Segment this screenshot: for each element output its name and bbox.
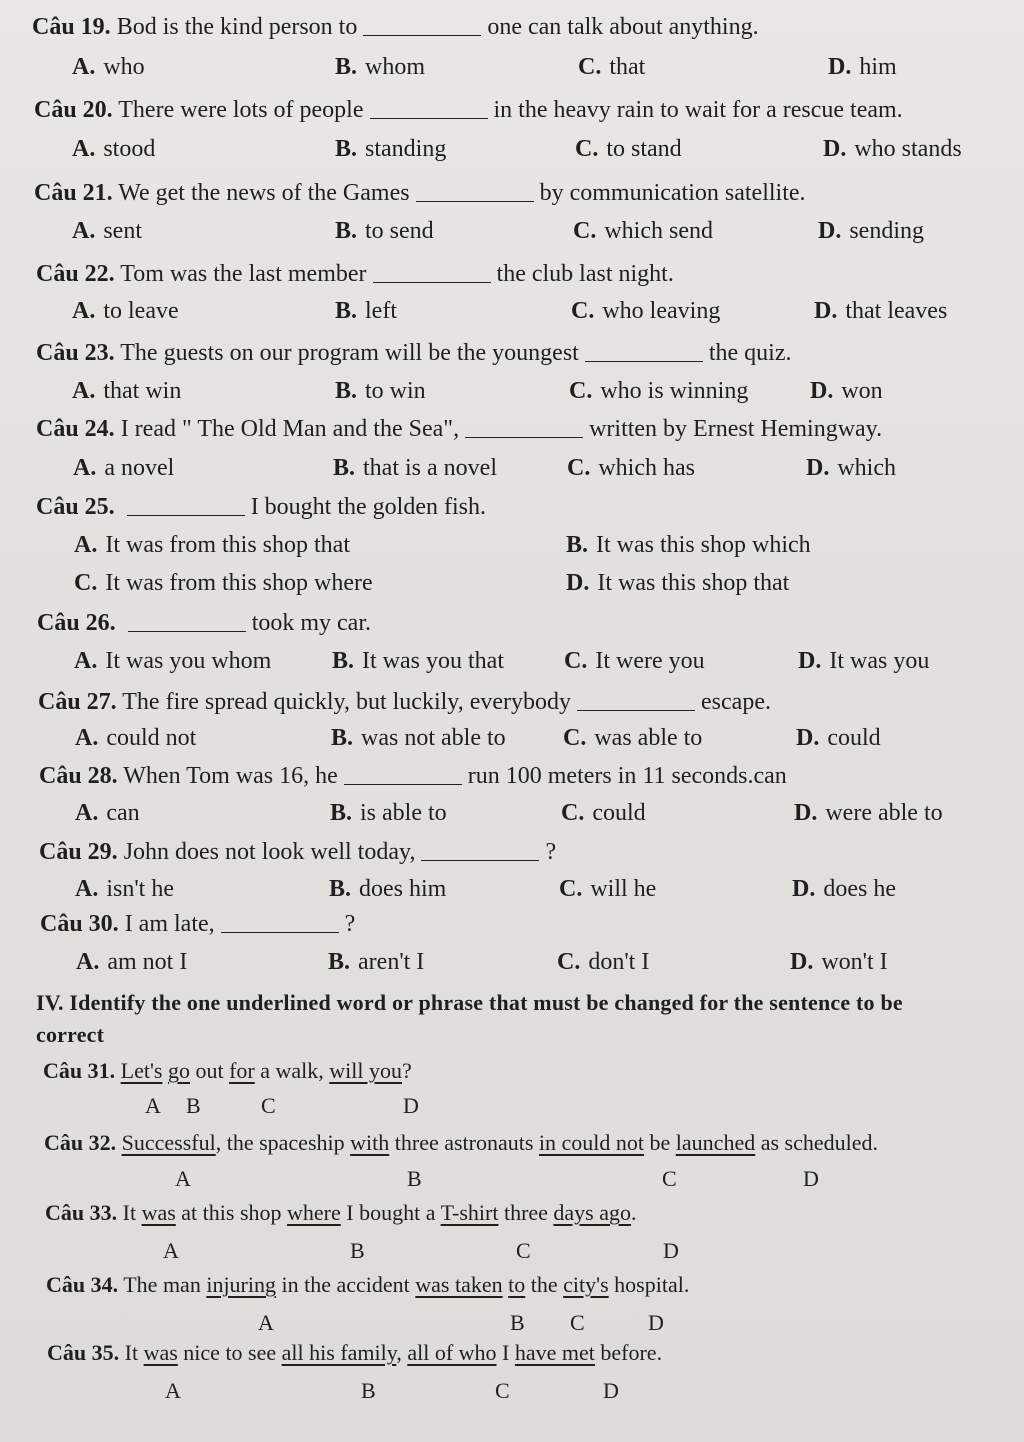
answer-option[interactable] bbox=[798, 648, 929, 675]
sentence-part: hospital. bbox=[608, 1272, 690, 1297]
answer-option[interactable] bbox=[810, 378, 883, 405]
sentence-part: T-shirt bbox=[440, 1200, 499, 1225]
question-row bbox=[0, 14, 1024, 54]
option-text: It was from this shop that bbox=[105, 532, 350, 558]
option-key: C. bbox=[578, 54, 602, 80]
option-text: to stand bbox=[606, 136, 682, 162]
answer-option[interactable] bbox=[73, 455, 174, 482]
option-key: D. bbox=[806, 455, 830, 481]
option-text: don't I bbox=[588, 949, 650, 975]
option-text: can bbox=[106, 800, 140, 826]
option-text: It was you whom bbox=[105, 648, 272, 674]
question-number: Câu 23. bbox=[36, 340, 115, 366]
option-letter[interactable]: D bbox=[663, 1238, 679, 1263]
option-text: does him bbox=[359, 876, 447, 902]
question-row bbox=[0, 97, 1024, 137]
answer-option[interactable] bbox=[75, 876, 174, 903]
sentence-part: It bbox=[124, 1340, 144, 1365]
option-letter[interactable]: C bbox=[261, 1093, 276, 1118]
answer-option[interactable] bbox=[72, 378, 181, 405]
option-text: am not I bbox=[107, 949, 188, 975]
option-key: D. bbox=[790, 949, 814, 975]
answer-option[interactable] bbox=[329, 876, 446, 903]
option-text: won't I bbox=[821, 949, 888, 975]
question-text-before: The guests on our program will be the youngest bbox=[120, 340, 579, 366]
option-text: It was this shop which bbox=[596, 532, 811, 558]
section-heading-cont: correct bbox=[36, 1022, 105, 1047]
answer-option[interactable] bbox=[335, 136, 446, 163]
option-key: A. bbox=[72, 298, 96, 324]
sentence-part: three astronauts bbox=[389, 1130, 539, 1155]
sentence-part: Let's bbox=[120, 1058, 163, 1083]
sentence-part: a walk, bbox=[254, 1058, 330, 1083]
question-text-after: by communication satellite. bbox=[539, 180, 806, 206]
sentence-part: nice to see bbox=[177, 1340, 282, 1365]
option-text: stood bbox=[103, 136, 156, 162]
error-question-row bbox=[0, 1200, 1024, 1240]
option-key: A. bbox=[73, 455, 97, 481]
question-row bbox=[0, 911, 1024, 951]
answer-blank bbox=[465, 437, 583, 438]
answer-option[interactable] bbox=[75, 725, 196, 752]
option-key: D. bbox=[798, 648, 822, 674]
option-key: B. bbox=[333, 455, 356, 481]
option-text: who bbox=[103, 54, 145, 80]
question-number: Câu 29. bbox=[39, 839, 118, 865]
answer-option[interactable] bbox=[806, 455, 896, 482]
option-key: C. bbox=[74, 570, 98, 596]
sentence-part: , the spaceship bbox=[215, 1130, 351, 1155]
option-key: C. bbox=[573, 218, 597, 244]
question-number: Câu 32. bbox=[44, 1130, 117, 1155]
question-text-before: We get the news of the Games bbox=[118, 180, 410, 206]
answer-option[interactable] bbox=[72, 218, 142, 245]
option-text: will he bbox=[590, 876, 657, 902]
question-number: Câu 20. bbox=[34, 97, 113, 123]
question-number: Câu 24. bbox=[36, 416, 115, 442]
answer-option[interactable] bbox=[335, 378, 426, 405]
answer-option[interactable] bbox=[571, 298, 720, 325]
option-key: B. bbox=[331, 725, 354, 751]
option-text: It was from this shop where bbox=[105, 570, 373, 596]
option-letter[interactable]: B bbox=[361, 1378, 376, 1403]
sentence-part: was bbox=[141, 1200, 176, 1225]
question-stem bbox=[40, 911, 355, 938]
question-stem bbox=[37, 610, 371, 637]
option-text: who stands bbox=[854, 136, 962, 162]
question-text-before: I am late, bbox=[124, 911, 215, 937]
option-letter[interactable]: B bbox=[350, 1238, 365, 1263]
option-letter[interactable]: A bbox=[258, 1310, 274, 1335]
question-text-after: in the heavy rain to wait for a rescue team. bbox=[493, 97, 903, 123]
answer-blank bbox=[421, 860, 539, 861]
question-number: Câu 35. bbox=[47, 1340, 120, 1365]
answer-option[interactable] bbox=[578, 54, 645, 81]
option-letter[interactable]: B bbox=[186, 1093, 201, 1118]
option-key: C. bbox=[575, 136, 599, 162]
answer-option[interactable] bbox=[794, 800, 943, 827]
sentence-part: the bbox=[525, 1272, 564, 1297]
question-number: Câu 30. bbox=[40, 911, 119, 937]
option-key: A. bbox=[72, 378, 96, 404]
option-text: It were you bbox=[595, 648, 705, 674]
option-text: whom bbox=[365, 54, 426, 80]
question-row bbox=[0, 839, 1024, 879]
answer-blank bbox=[577, 710, 695, 711]
error-question-row bbox=[0, 1272, 1024, 1312]
option-key: B. bbox=[335, 136, 358, 162]
option-text: could bbox=[827, 725, 881, 751]
option-key: D. bbox=[823, 136, 847, 162]
question-stem bbox=[39, 763, 787, 790]
option-text: left bbox=[365, 298, 397, 324]
option-letter[interactable]: D bbox=[403, 1093, 419, 1118]
answer-option[interactable] bbox=[823, 136, 962, 163]
answer-blank bbox=[127, 515, 245, 516]
option-text: which send bbox=[604, 218, 713, 244]
question-stem bbox=[34, 180, 806, 207]
answer-blank bbox=[221, 932, 339, 933]
answer-option[interactable] bbox=[335, 218, 434, 245]
question-stem bbox=[43, 1058, 412, 1084]
question-number: Câu 28. bbox=[39, 763, 118, 789]
option-text: It was this shop that bbox=[597, 570, 790, 596]
answer-option[interactable] bbox=[567, 455, 695, 482]
sentence-part: The man bbox=[123, 1272, 207, 1297]
option-key: B. bbox=[330, 800, 353, 826]
question-text-after: I bought the golden fish. bbox=[250, 494, 486, 520]
option-key: D. bbox=[828, 54, 852, 80]
question-text-after: the club last night. bbox=[496, 261, 674, 287]
question-text-before: Bod is the kind person to bbox=[116, 14, 358, 40]
sentence-part: It bbox=[122, 1200, 142, 1225]
answer-option[interactable] bbox=[335, 298, 397, 325]
answer-option[interactable] bbox=[557, 949, 649, 976]
sentence-part: where bbox=[287, 1200, 341, 1225]
sentence-part: be bbox=[644, 1130, 676, 1155]
sentence-part: will you bbox=[329, 1058, 403, 1083]
answer-option[interactable] bbox=[332, 648, 504, 675]
question-text-after: the quiz. bbox=[708, 340, 792, 366]
option-key: D. bbox=[566, 570, 590, 596]
option-key: B. bbox=[332, 648, 355, 674]
option-text: which has bbox=[598, 455, 695, 481]
question-text-before: When Tom was 16, he bbox=[123, 763, 338, 789]
answer-option[interactable] bbox=[566, 570, 789, 597]
option-text: It was you bbox=[829, 648, 930, 674]
option-key: A. bbox=[76, 949, 100, 975]
sentence-part: was taken bbox=[415, 1272, 503, 1297]
option-text: him bbox=[859, 54, 897, 80]
sentence-part: for bbox=[229, 1058, 255, 1083]
answer-option[interactable] bbox=[331, 725, 506, 752]
option-text: sent bbox=[103, 218, 143, 244]
question-number: Câu 26. bbox=[37, 610, 116, 636]
option-key: A. bbox=[72, 54, 96, 80]
option-letter[interactable]: C bbox=[570, 1310, 585, 1335]
option-text: that leaves bbox=[845, 298, 948, 324]
option-letter[interactable]: A bbox=[163, 1238, 179, 1263]
sentence-part: city's bbox=[563, 1272, 609, 1297]
sentence-part: with bbox=[350, 1130, 390, 1155]
option-key: C. bbox=[571, 298, 595, 324]
option-text: who leaving bbox=[602, 298, 721, 324]
option-text: were able to bbox=[825, 800, 943, 826]
option-text: aren't I bbox=[358, 949, 425, 975]
question-number: Câu 21. bbox=[34, 180, 113, 206]
question-stem bbox=[46, 1272, 689, 1298]
option-key: C. bbox=[559, 876, 583, 902]
option-text: was able to bbox=[594, 725, 703, 751]
question-text-after: escape. bbox=[701, 689, 771, 715]
answer-option[interactable] bbox=[828, 54, 897, 81]
question-stem bbox=[36, 261, 674, 288]
question-text-before: Tom was the last member bbox=[120, 261, 367, 287]
sentence-part: injuring bbox=[206, 1272, 276, 1297]
question-number: Câu 27. bbox=[38, 689, 117, 715]
question-number: Câu 25. bbox=[36, 494, 115, 520]
answer-blank bbox=[585, 361, 703, 362]
option-letter[interactable]: C bbox=[495, 1378, 510, 1403]
answer-option[interactable] bbox=[573, 218, 713, 245]
question-row bbox=[0, 494, 1024, 534]
option-key: C. bbox=[557, 949, 581, 975]
option-text: It was you that bbox=[362, 648, 504, 674]
option-text: which bbox=[837, 455, 896, 481]
sentence-part: three bbox=[498, 1200, 554, 1225]
option-text: a novel bbox=[104, 455, 175, 481]
answer-option[interactable] bbox=[74, 648, 271, 675]
question-stem bbox=[36, 416, 882, 443]
answer-option[interactable] bbox=[814, 298, 947, 325]
option-text: to win bbox=[365, 378, 426, 404]
option-key: A. bbox=[75, 800, 99, 826]
option-text: could not bbox=[106, 725, 197, 751]
sentence-part: all of who bbox=[407, 1340, 497, 1365]
option-letter[interactable]: C bbox=[662, 1166, 677, 1191]
question-row bbox=[0, 610, 1024, 650]
sentence-part: I bought a bbox=[340, 1200, 441, 1225]
sentence-part: all his family bbox=[281, 1340, 397, 1365]
option-letter[interactable]: C bbox=[516, 1238, 531, 1263]
option-text: sending bbox=[849, 218, 925, 244]
option-letter[interactable]: A bbox=[175, 1166, 191, 1191]
option-text: won bbox=[841, 378, 883, 404]
sentence-part: out bbox=[189, 1058, 230, 1083]
question-stem bbox=[32, 14, 759, 41]
answer-option[interactable] bbox=[335, 54, 425, 81]
sentence-part: . bbox=[631, 1200, 637, 1225]
question-stem bbox=[47, 1340, 662, 1366]
option-key: B. bbox=[335, 54, 358, 80]
sentence-part: to bbox=[508, 1272, 526, 1297]
option-letter[interactable]: D bbox=[603, 1378, 619, 1403]
option-text: to send bbox=[365, 218, 434, 244]
option-key: B. bbox=[328, 949, 351, 975]
option-letter[interactable]: D bbox=[648, 1310, 664, 1335]
answer-blank bbox=[344, 784, 462, 785]
question-text-before: The fire spread quickly, but luckily, everybody bbox=[122, 689, 572, 715]
answer-option[interactable] bbox=[74, 532, 350, 559]
answer-option[interactable] bbox=[566, 532, 811, 559]
answer-option[interactable] bbox=[75, 800, 140, 827]
option-key: A. bbox=[74, 532, 98, 558]
question-stem bbox=[38, 689, 771, 716]
question-stem bbox=[36, 494, 486, 521]
sentence-part: go bbox=[167, 1058, 190, 1083]
sentence-part: before. bbox=[594, 1340, 663, 1365]
answer-option[interactable] bbox=[559, 876, 656, 903]
option-key: D. bbox=[814, 298, 838, 324]
option-key: B. bbox=[566, 532, 589, 558]
sentence-part: launched bbox=[675, 1130, 756, 1155]
answer-option[interactable] bbox=[72, 298, 179, 325]
option-key: C. bbox=[563, 725, 587, 751]
question-number: Câu 33. bbox=[45, 1200, 118, 1225]
answer-option[interactable] bbox=[330, 800, 447, 827]
option-text: that bbox=[609, 54, 646, 80]
option-letter[interactable]: D bbox=[803, 1166, 819, 1191]
option-key: C. bbox=[567, 455, 591, 481]
question-stem bbox=[44, 1130, 878, 1156]
question-row bbox=[0, 416, 1024, 456]
question-row bbox=[0, 689, 1024, 729]
sentence-part: as scheduled. bbox=[755, 1130, 878, 1155]
option-text: is able to bbox=[360, 800, 447, 826]
option-key: B. bbox=[335, 298, 358, 324]
error-question-row bbox=[0, 1130, 1024, 1170]
question-text-before: I read " The Old Man and the Sea", bbox=[120, 416, 460, 442]
option-key: A. bbox=[74, 648, 98, 674]
error-question-row bbox=[0, 1058, 1024, 1098]
question-row bbox=[0, 180, 1024, 220]
question-row bbox=[0, 763, 1024, 803]
sentence-part: at this shop bbox=[175, 1200, 288, 1225]
option-text: does he bbox=[823, 876, 896, 902]
question-stem bbox=[36, 340, 791, 367]
option-text: standing bbox=[365, 136, 447, 162]
question-number: Câu 31. bbox=[43, 1058, 116, 1083]
answer-option[interactable] bbox=[76, 949, 187, 976]
option-key: B. bbox=[329, 876, 352, 902]
question-text-after: ? bbox=[545, 839, 557, 865]
option-text: isn't he bbox=[106, 876, 174, 902]
answer-option[interactable] bbox=[74, 570, 373, 597]
option-key: B. bbox=[335, 378, 358, 404]
sentence-part: was bbox=[143, 1340, 178, 1365]
answer-option[interactable] bbox=[796, 725, 881, 752]
option-text: was not able to bbox=[361, 725, 506, 751]
option-key: C. bbox=[564, 648, 588, 674]
question-text-before: John does not look well today, bbox=[123, 839, 416, 865]
answer-option[interactable] bbox=[575, 136, 682, 163]
answer-blank bbox=[373, 282, 491, 283]
answer-option[interactable] bbox=[333, 455, 497, 482]
question-row bbox=[0, 340, 1024, 380]
option-text: who is winning bbox=[600, 378, 749, 404]
answer-blank bbox=[416, 201, 534, 202]
error-question-row bbox=[0, 1340, 1024, 1380]
answer-option[interactable] bbox=[818, 218, 924, 245]
option-key: D. bbox=[794, 800, 818, 826]
answer-option[interactable] bbox=[792, 876, 896, 903]
option-key: C. bbox=[569, 378, 593, 404]
option-key: C. bbox=[561, 800, 585, 826]
question-stem bbox=[34, 97, 903, 124]
sentence-part: Successful bbox=[121, 1130, 216, 1155]
question-number: Câu 22. bbox=[36, 261, 115, 287]
option-text: that is a novel bbox=[363, 455, 497, 481]
answer-blank bbox=[370, 118, 488, 119]
question-row bbox=[0, 261, 1024, 301]
sentence-part: days ago bbox=[553, 1200, 632, 1225]
sentence-part: have met bbox=[514, 1340, 595, 1365]
question-text-after: ? bbox=[344, 911, 356, 937]
option-key: A. bbox=[72, 218, 96, 244]
option-key: A. bbox=[75, 876, 99, 902]
sentence-part: ? bbox=[402, 1058, 412, 1083]
question-text-before: There were lots of people bbox=[118, 97, 364, 123]
answer-option[interactable] bbox=[569, 378, 748, 405]
question-stem bbox=[45, 1200, 637, 1226]
question-text-after: took my car. bbox=[251, 610, 371, 636]
option-key: D. bbox=[792, 876, 816, 902]
sentence-part: in could not bbox=[538, 1130, 645, 1155]
option-key: B. bbox=[335, 218, 358, 244]
question-text-after: one can talk about anything. bbox=[487, 14, 759, 40]
option-key: D. bbox=[810, 378, 834, 404]
question-text-after: written by Ernest Hemingway. bbox=[589, 416, 883, 442]
question-text-after: run 100 meters in 11 seconds.can bbox=[467, 763, 787, 789]
option-letter[interactable]: A bbox=[145, 1093, 161, 1118]
section-heading: IV. Identify the one underlined word or phrase that must be changed for the sentence to be bbox=[36, 990, 903, 1015]
question-stem bbox=[39, 839, 556, 866]
option-key: D. bbox=[796, 725, 820, 751]
answer-option[interactable] bbox=[790, 949, 888, 976]
option-letter[interactable]: B bbox=[407, 1166, 422, 1191]
option-text: that win bbox=[103, 378, 182, 404]
answer-option[interactable] bbox=[72, 136, 155, 163]
option-key: D. bbox=[818, 218, 842, 244]
sentence-part: I bbox=[496, 1340, 515, 1365]
option-letter[interactable]: B bbox=[510, 1310, 525, 1335]
answer-blank bbox=[128, 631, 246, 632]
option-key: A. bbox=[72, 136, 96, 162]
answer-option[interactable] bbox=[563, 725, 702, 752]
question-number: Câu 19. bbox=[32, 14, 111, 40]
option-letter[interactable]: A bbox=[165, 1378, 181, 1403]
answer-blank bbox=[363, 35, 481, 36]
option-key: A. bbox=[75, 725, 99, 751]
option-text: to leave bbox=[103, 298, 179, 324]
sentence-part: in the accident bbox=[276, 1272, 416, 1297]
sentence-part: , bbox=[396, 1340, 408, 1365]
answer-option[interactable] bbox=[72, 54, 145, 81]
answer-option[interactable] bbox=[328, 949, 424, 976]
option-text: could bbox=[592, 800, 646, 826]
answer-option[interactable] bbox=[561, 800, 646, 827]
answer-option[interactable] bbox=[564, 648, 705, 675]
question-number: Câu 34. bbox=[46, 1272, 119, 1297]
